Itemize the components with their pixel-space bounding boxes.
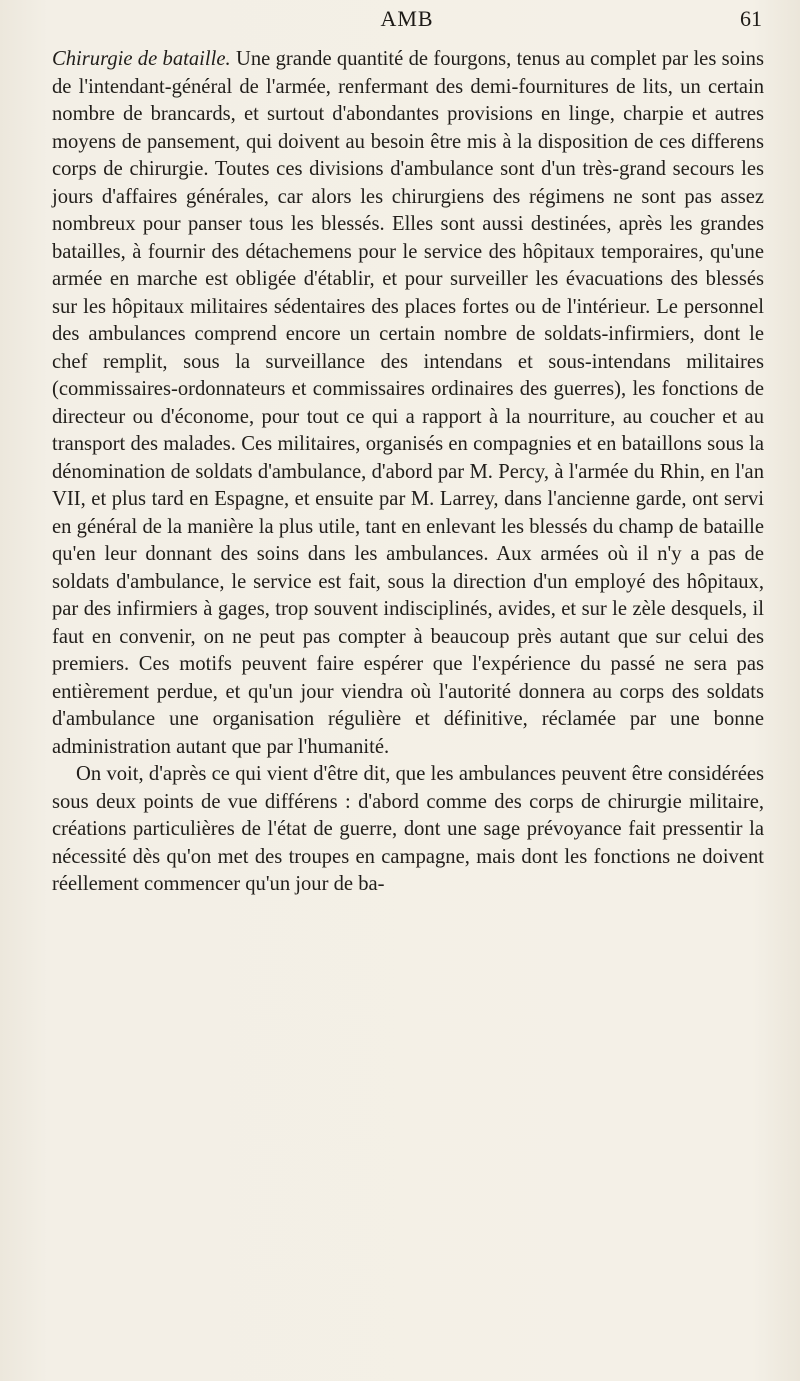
paragraph-1 (52, 46, 764, 761)
body-text (52, 46, 764, 899)
section-title: Chirurgie de bataille. (52, 48, 231, 70)
paragraph-1-text: Une grande quantité de fourgons, tenus au complet par les soins de l'intendant-général de l'armée, renfermant des demi-fournitures de lits, un certain nombre de brancards, et surtout d'abondantes provisions en linge, charpie et autres moyens de pansement, qui doivent au besoin être mis à la disposition de ces differens corps de chirurgie. Toutes ces divisions d'ambulance sont d'un très-grand secours les jours d'affaires générales, car alors les chirurgiens des régimens ne sont pas assez nombreux pour panser tous les blessés. Elles sont aussi destinées, après les grandes batailles, à fournir des détachemens pour le service des hôpitaux temporaires, qu'une armée en marche est obligée d'établir, et pour surveiller les évacuations des blessés sur les hôpitaux militaires sédentaires des places fortes ou de l'intérieur. Le personnel des ambulances comprend encore un certain nombre de soldats-infirmiers, dont le chef remplit, sous la surveillance des intendans et sous-intendans militaires (commissaires-ordonnateurs et commissaires ordinaires des guerres), les fonctions de directeur ou d'économe, pour tout ce qui a rapport à la nourriture, au coucher et au transport des malades. Ces militaires, organisés en compagnies et en bataillons sous la dénomination de soldats d'ambulance, d'abord par M. Percy, à l'armée du Rhin, en l'an VII, et plus tard en Espagne, et ensuite par M. Larrey, dans l'ancienne garde, ont servi en général de la manière la plus utile, tant en enlevant les blessés du champ de bataille qu'en leur donnant des soins dans les ambulances. Aux armées où il n'y a pas de soldats d'ambulance, le service est fait, sous la direction d'un employé des hôpitaux, par des infirmiers à gages, trop souvent indisciplinés, avides, et sur le zèle desquels, il faut en convenir, on ne peut pas compter à beaucoup près autant que sur celui des premiers. Ces motifs peuvent faire espérer que l'expérience du passé ne sera pas entièrement perdue, et qu'un jour viendra où l'autorité donnera au corps des soldats d'ambulance une organisation régulière et définitive, réclamée par une bonne administration autant que par l'humanité. (52, 48, 764, 758)
running-head: AMB (380, 6, 434, 31)
page-number: 61 (740, 6, 762, 31)
page-header (52, 6, 762, 38)
paragraph-2: On voit, d'après ce qui vient d'être dit, que les ambulances peuvent être considérées sous deux points de vue différens : d'abord comme des corps de chirurgie militaire, créations particulières de l'état de guerre, dont une sage prévoyance fait pressentir la nécessité dès qu'on met des troupes en campagne, mais dont les fonctions ne doivent réellement commencer qu'un jour de ba- (52, 763, 764, 895)
